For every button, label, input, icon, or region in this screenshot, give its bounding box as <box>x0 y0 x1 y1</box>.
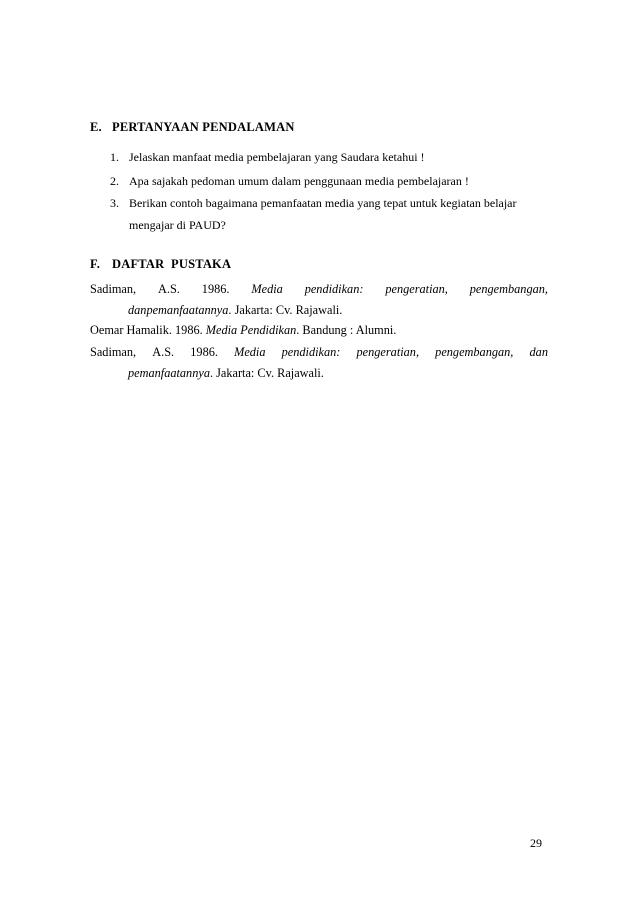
question-item <box>110 192 550 236</box>
reference-word: Sadiman, <box>90 345 137 359</box>
reference-continuation <box>90 363 548 384</box>
reference-word: A.S. <box>158 282 180 296</box>
reference-word: A.S. <box>152 345 175 359</box>
reference-publisher: . Jakarta: Cv. Rajawali. <box>209 366 324 380</box>
reference-entry <box>90 279 548 321</box>
question-text: Jelaskan manfaat media pembelajaran yang Saudara ketahui ! <box>129 150 425 164</box>
section-f-title: DAFTAR PUSTAKA <box>112 257 232 271</box>
section-f-heading <box>90 257 231 272</box>
section-e-title: PERTANYAAN PENDALAMAN <box>112 120 295 134</box>
reference-word: 1986. <box>201 282 230 296</box>
reference-continuation <box>90 300 548 321</box>
reference-word: Media <box>251 282 283 296</box>
reference-word: Media <box>234 345 266 359</box>
reference-word: pendidikan: <box>304 282 364 296</box>
question-item <box>110 170 550 192</box>
reference-word: pengembangan, <box>435 345 514 359</box>
section-e-letter: E. <box>90 120 102 134</box>
question-item <box>110 146 550 168</box>
question-number: 3. <box>110 196 119 210</box>
reference-first-line <box>90 279 548 300</box>
reference-author: Oemar Hamalik. 1986. <box>90 323 203 337</box>
reference-word: pengeratian, <box>385 282 448 296</box>
reference-title-italic: pemanfaatannya <box>128 366 210 380</box>
reference-word: pengembangan, <box>469 282 548 296</box>
section-e-heading <box>90 120 295 135</box>
section-f-letter: F. <box>90 257 101 271</box>
page-number: 29 <box>530 836 542 850</box>
reference-word: Sadiman, <box>90 282 137 296</box>
reference-title-italic: Media Pendidikan <box>205 323 297 337</box>
reference-entry <box>90 323 396 338</box>
question-text: Apa sajakah pedoman umum dalam penggunaan media pembelajaran ! <box>129 174 469 188</box>
reference-title-italic: danpemanfaatannya <box>128 303 229 317</box>
question-number: 2. <box>110 174 119 188</box>
question-number: 1. <box>110 150 119 164</box>
reference-first-line <box>90 342 548 363</box>
reference-publisher: . Bandung : Alumni. <box>296 323 397 337</box>
reference-word: dan <box>529 345 548 359</box>
question-text: Berikan contoh bagaimana pemanfaatan media yang tepat untuk kegiatan belajar mengajar di PAUD? <box>129 196 517 232</box>
reference-word: pendidikan: <box>281 345 341 359</box>
reference-word: pengeratian, <box>356 345 420 359</box>
reference-entry <box>90 342 548 384</box>
reference-publisher: . Jakarta: Cv. Rajawali. <box>228 303 343 317</box>
reference-word: 1986. <box>190 345 218 359</box>
